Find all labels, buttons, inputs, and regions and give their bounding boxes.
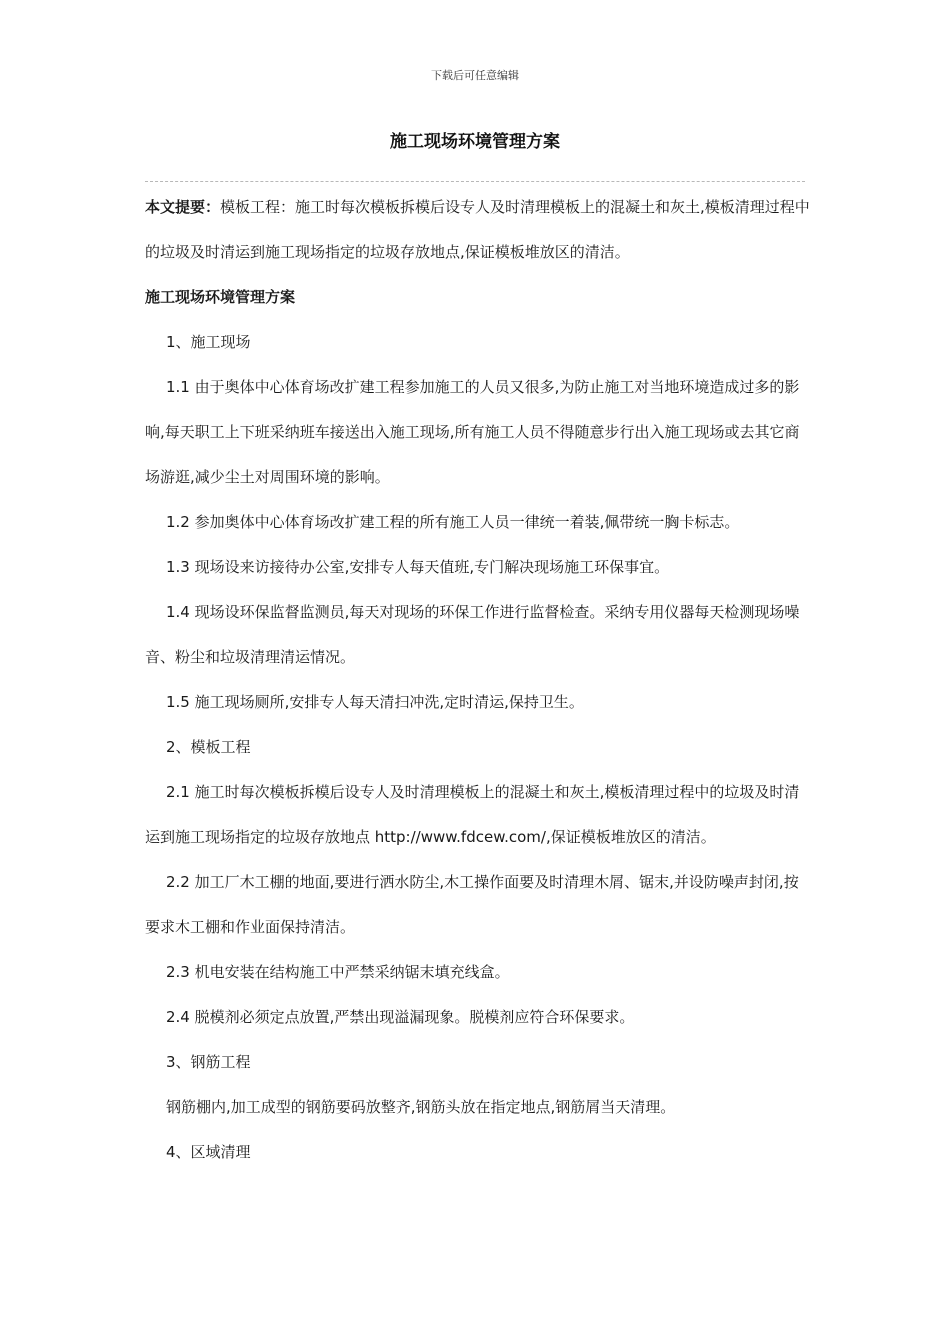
document-body (145, 185, 810, 1175)
paragraph-section-4: 4、区域清理 (166, 1143, 251, 1161)
paragraph-2-1: 2.1 施工时每次模板拆模后设专人及时清理模板上的混凝土和灰土,模板清理过程中的垃圾及时清运到施工现场指定的垃圾存放地点 http://www.fdcew.com/,保证模板堆放区的清洁。 (145, 783, 800, 846)
abstract-label: 本文提要： (145, 198, 221, 216)
paragraph-1-3: 1.3 现场设来访接待办公室,安排专人每天值班,专门解决现场施工环保事宜。 (166, 558, 670, 576)
header-note: 下载后可任意编辑 (431, 69, 519, 82)
title-divider (145, 181, 805, 182)
paragraph-2-4: 2.4 脱模剂必须定点放置,严禁出现溢漏现象。脱模剂应符合环保要求。 (166, 1008, 635, 1026)
paragraph-2-2: 2.2 加工厂木工棚的地面,要进行洒水防尘,木工操作面要及时清理木屑、锯末,并设防噪声封闭,按要求木工棚和作业面保持清洁。 (145, 873, 799, 936)
paragraph-1-4: 1.4 现场设环保监督监测员,每天对现场的环保工作进行监督检查。采纳专用仪器每天检测现场噪音、粉尘和垃圾清理清运情况。 (145, 603, 800, 666)
abstract-text: 模板工程：施工时每次模板拆模后设专人及时清理模板上的混凝土和灰土,模板清理过程中的垃圾及时清运到施工现场指定的垃圾存放地点,保证模板堆放区的清洁。 (145, 198, 810, 261)
paragraph-1-1: 1.1 由于奥体中心体育场改扩建工程参加施工的人员又很多,为防止施工对当地环境造成过多的影响,每天职工上下班采纳班车接送出入施工现场,所有施工人员不得随意步行出入施工现场或去其它商场游逛,减少尘土对周围环境的影响。 (145, 378, 800, 486)
paragraph-1-5: 1.5 施工现场厕所,安排专人每天清扫冲洗,定时清运,保持卫生。 (166, 693, 584, 711)
paragraph-1-2: 1.2 参加奥体中心体育场改扩建工程的所有施工人员一律统一着装,佩带统一胸卡标志。 (166, 513, 740, 531)
paragraph-section-1: 1、施工现场 (166, 333, 251, 351)
paragraph-section-3: 3、钢筋工程 (166, 1053, 251, 1071)
paragraph-2-3: 2.3 机电安装在结构施工中严禁采纳锯末填充线盒。 (166, 963, 510, 981)
abstract-paragraph (145, 185, 810, 275)
section-heading: 施工现场环境管理方案 (145, 288, 296, 306)
document-title: 施工现场环境管理方案 (390, 132, 560, 152)
paragraph-section-2: 2、模板工程 (166, 738, 251, 756)
paragraph-3-body: 钢筋棚内,加工成型的钢筋要码放整齐,钢筋头放在指定地点,钢筋屑当天清理。 (166, 1098, 676, 1116)
